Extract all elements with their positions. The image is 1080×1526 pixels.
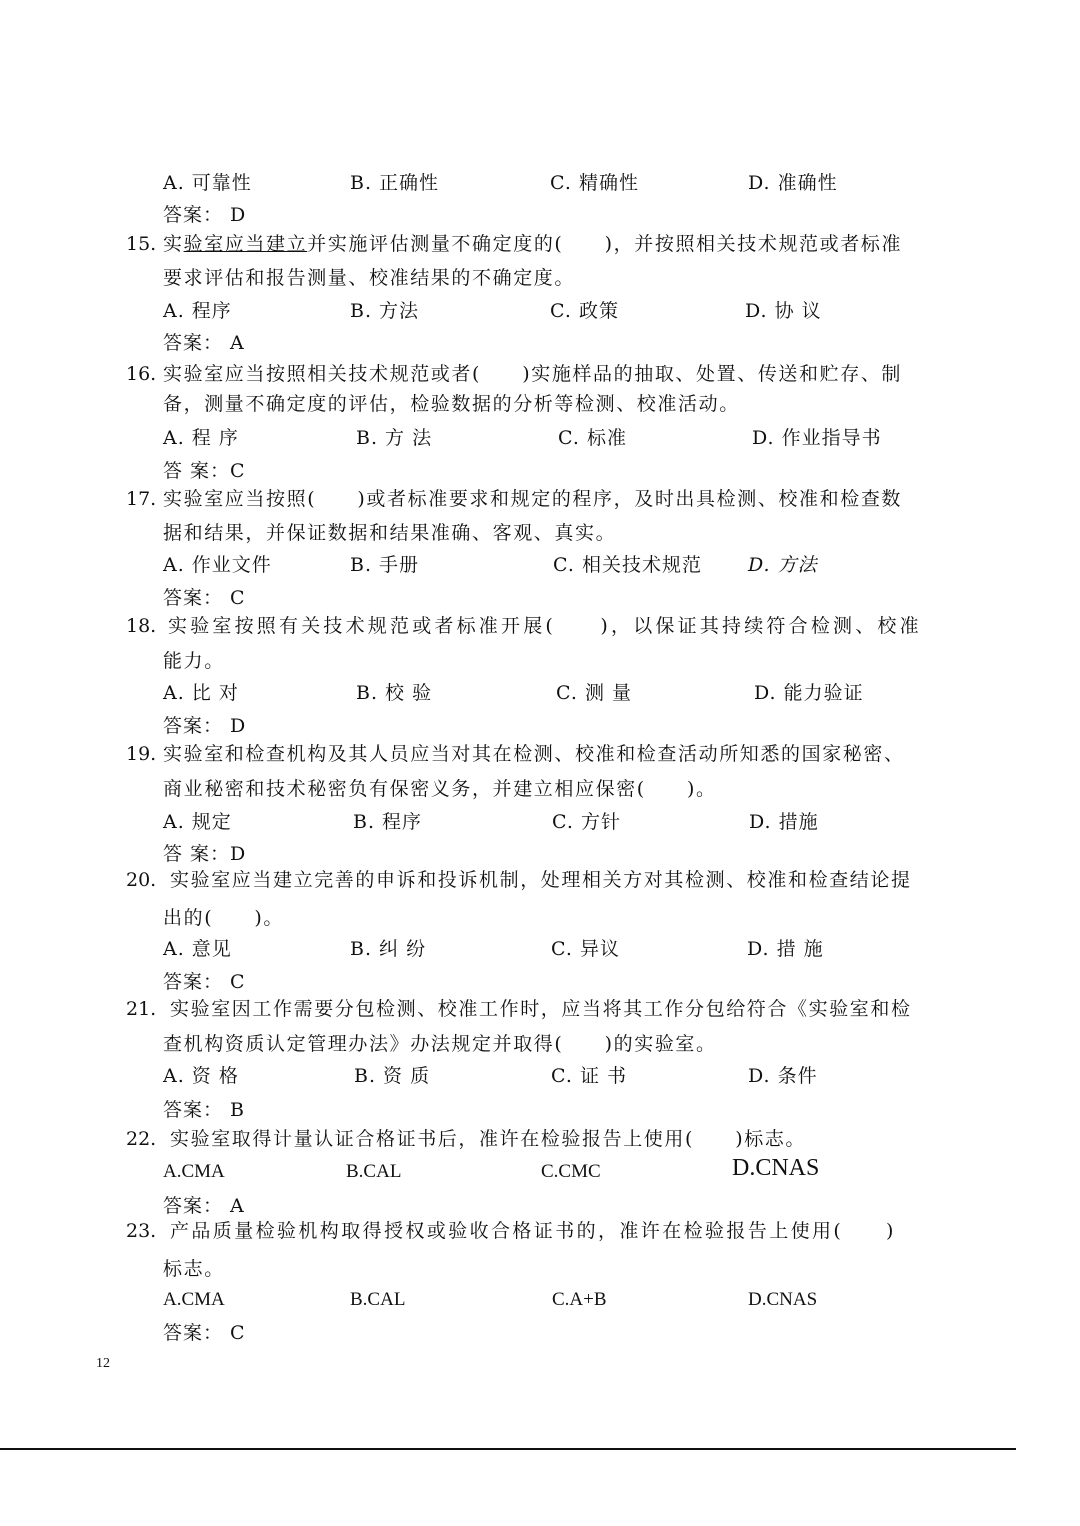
answer: 答案： C	[163, 971, 246, 993]
question-number: 20.	[126, 869, 157, 891]
option-a: A.CMA	[163, 1289, 225, 1310]
option-b: B. 资 质	[354, 1065, 431, 1087]
option-a: A. 意见	[163, 938, 232, 960]
option-c: C. 相关技术规范	[553, 554, 702, 576]
option-c: C. 异议	[551, 938, 620, 960]
option-a: A. 规定	[163, 811, 232, 833]
question-text-line: 据和结果，并保证数据和结果准确、客观、真实。	[163, 522, 617, 544]
option-a: A. 程 序	[163, 427, 239, 449]
answer: 答案： C	[163, 1322, 246, 1344]
option-c: C. 测 量	[556, 682, 632, 704]
option-a: A. 比 对	[163, 682, 239, 704]
option-a: A. 作业文件	[163, 554, 272, 576]
answer: 答案： D	[163, 204, 247, 226]
question-number: 16.	[126, 363, 157, 385]
option-b: B. 方 法	[356, 427, 433, 449]
option-b: B. 纠 纷	[350, 938, 427, 960]
question-number: 19.	[126, 743, 157, 765]
option-b: B. 手册	[350, 554, 420, 576]
underlined-text: 验室应当建立	[183, 233, 308, 255]
answer: 答案： B	[163, 1099, 246, 1121]
option-c: C.CMC	[541, 1161, 601, 1182]
option-d: D. 准确性	[748, 172, 838, 194]
option-c: C. 政策	[550, 300, 619, 322]
option-b: B.CAL	[350, 1289, 406, 1310]
question-text-line: 实验室按照有关技术规范或者标准开展( )，以保证其持续符合检测、校准	[168, 615, 922, 637]
option-b: B. 正确性	[350, 172, 440, 194]
answer: 答 案：C	[163, 460, 246, 482]
option-d: D. 措施	[749, 811, 819, 833]
question-number: 15.	[126, 233, 157, 255]
option-d: D. 能力验证	[754, 682, 864, 704]
answer: 答案： A	[163, 1195, 245, 1217]
option-c: C.A+B	[552, 1289, 607, 1310]
question-text-line: 实验室应当按照( )或者标准要求和规定的程序，及时出具检测、校准和检查数	[163, 488, 903, 510]
question-text-line: 实验室因工作需要分包检测、校准工作时，应当将其工作分包给符合《实验室和检	[170, 998, 912, 1020]
option-d: D. 条件	[748, 1065, 818, 1087]
option-d: D.CNAS	[748, 1289, 818, 1310]
question-text-line: 能力。	[163, 650, 225, 672]
option-c: C. 标准	[558, 427, 627, 449]
option-a: A.CMA	[163, 1161, 225, 1182]
question-number: 21.	[126, 998, 157, 1020]
question-text-line: 实验室应当建立完善的申诉和投诉机制，处理相关方对其检测、校准和检查结论提	[170, 869, 912, 891]
question-text-line: 查机构资质认定管理办法》办法规定并取得( )的实验室。	[163, 1033, 717, 1055]
option-a: A. 程序	[163, 300, 232, 322]
page-number: 12	[96, 1356, 110, 1371]
option-d: D. 协 议	[745, 300, 822, 322]
option-d: D. 措 施	[747, 938, 824, 960]
question-text-line: 实验室取得计量认证合格证书后，准许在检验报告上使用( )标志。	[170, 1128, 807, 1150]
option-a: A. 资 格	[163, 1065, 239, 1087]
option-b: B.CAL	[346, 1161, 402, 1182]
answer: 答案： D	[163, 715, 247, 737]
option-b: B. 程序	[353, 811, 423, 833]
option-d: D.CNAS	[732, 1155, 820, 1181]
option-d: D. 方法	[748, 554, 818, 576]
question-text-line: 要求评估和报告测量、校准结果的不确定度。	[163, 267, 576, 289]
question-text-line: 商业秘密和技术秘密负有保密义务，并建立相应保密( )。	[163, 778, 717, 800]
question-text-line: 实验室和检查机构及其人员应当对其在检测、校准和检查活动所知悉的国家秘密、	[163, 743, 905, 765]
question-text-line: 出的( )。	[163, 907, 285, 929]
question-text-line: 实验室应当建立并实施评估测量不确定度的( )，并按照相关技术规范或者标准	[163, 233, 903, 255]
question-number: 22.	[126, 1128, 157, 1150]
question-number: 23.	[126, 1220, 157, 1242]
question-text-line: 实验室应当按照相关技术规范或者( )实施样品的抽取、处置、传送和贮存、制	[163, 363, 903, 385]
answer: 答 案：D	[163, 843, 247, 865]
option-b: B. 方法	[350, 300, 420, 322]
question-text-line: 标志。	[163, 1258, 225, 1280]
option-d: D. 作业指导书	[752, 427, 882, 449]
option-a: A. 可靠性	[163, 172, 252, 194]
option-c: C. 证 书	[551, 1065, 627, 1087]
answer: 答案： A	[163, 332, 245, 354]
question-text-line: 产品质量检验机构取得授权或验收合格证书的，准许在检验报告上使用( )	[170, 1220, 896, 1242]
question-text-line: 备，测量不确定度的评估，检验数据的分析等检测、校准活动。	[163, 393, 740, 415]
question-number: 18.	[126, 615, 157, 637]
answer: 答案： C	[163, 587, 246, 609]
option-c: C. 方针	[552, 811, 621, 833]
option-c: C. 精确性	[550, 172, 639, 194]
footer-rule	[0, 1448, 1016, 1450]
question-number: 17.	[126, 488, 157, 510]
option-b: B. 校 验	[356, 682, 433, 704]
